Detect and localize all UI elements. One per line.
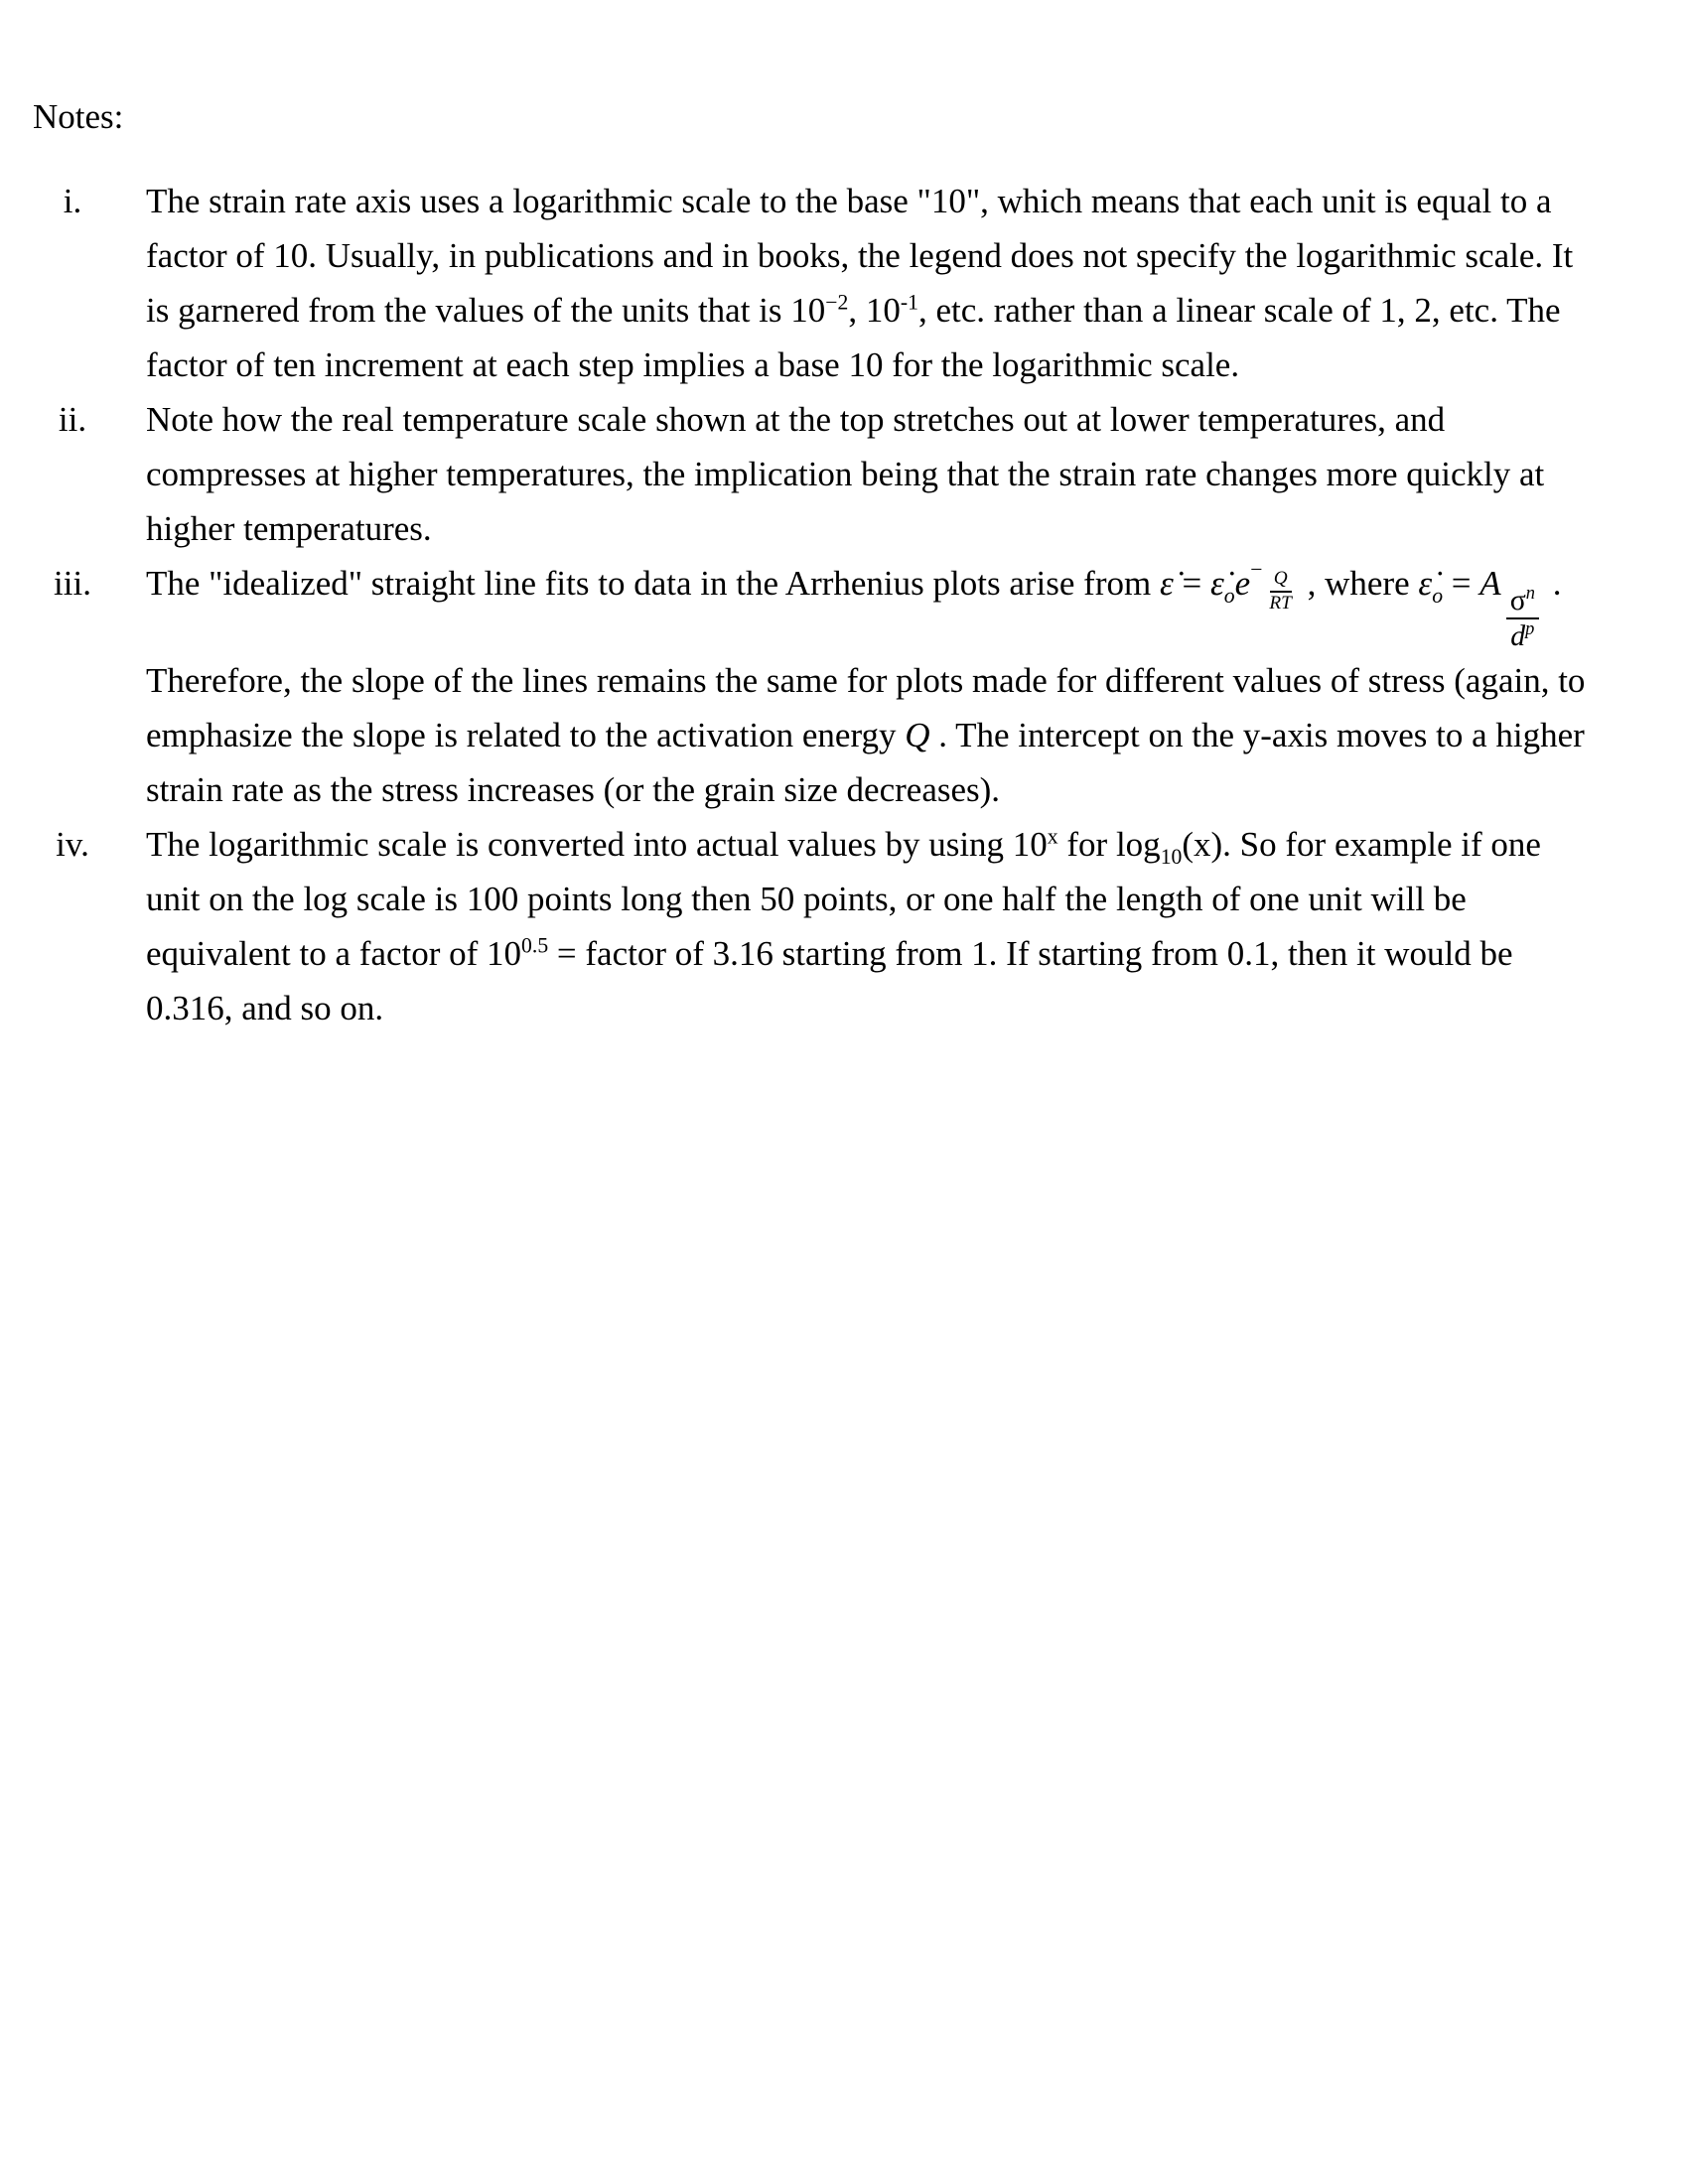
note-text — [146, 817, 1604, 1035]
note-text — [146, 556, 1604, 817]
text-run: for log — [1057, 825, 1161, 865]
text-run: σ — [1509, 583, 1526, 616]
text-run: . The intercept on the y-axis moves to a higher strain rate as the stress increases (or the grain size decreases). — [146, 716, 1585, 810]
text-run: Q — [905, 716, 930, 755]
text-run: The "idealized" straight line fits to data in the Arrhenius plots arise from — [146, 564, 1160, 603]
note-number: i. — [63, 182, 82, 220]
note-text — [146, 392, 1604, 556]
text-run: . Therefore, the slope of the lines remains the same for plots made for different values of stress (again, to emphasize the slope is related to the activation energy — [146, 564, 1586, 755]
text-run: o — [1223, 584, 1235, 608]
text-run: Q — [1273, 568, 1288, 590]
text-run: −2 — [825, 290, 849, 315]
text-run: 0.5 — [521, 933, 549, 958]
text-run: Note how the real temperature scale shown at the top stretches out at lower temperatures, and compresses at higher temperatures, the implication being that the strain rate changes more quickly at higher temperatures. — [146, 400, 1545, 548]
fraction-numerator — [1506, 584, 1539, 619]
note-item — [33, 817, 1688, 1035]
fraction-denominator — [1265, 593, 1295, 614]
text-run: , where — [1298, 564, 1419, 603]
text-run: -1 — [900, 290, 918, 315]
text-run: , etc. rather than a linear scale of 1, 2, etc. The factor of ten increment at each step implies a base 10 for the logarithmic scale. — [146, 291, 1561, 384]
note-item — [33, 392, 1688, 556]
text-run: The strain rate axis uses a logarithmic scale to the base "10", which means that each unit is equal to a factor of 10. Usually, in publications and in books, the legend does not specify the logarithmic scale. It is garnered from the values of the units that is 10 — [146, 182, 1574, 330]
text-run: d — [1510, 619, 1526, 653]
notes-heading: Notes: — [33, 97, 124, 136]
text-run: = — [1173, 564, 1210, 603]
text-run: A — [1479, 564, 1501, 603]
text-run: , 10 — [848, 291, 901, 330]
fraction — [1506, 584, 1539, 653]
note-item — [33, 556, 1688, 817]
text-run: p — [1525, 618, 1535, 639]
note-number: iii. — [54, 564, 91, 603]
text-run: − — [1250, 557, 1263, 582]
note-item — [33, 174, 1688, 392]
fraction-denominator — [1506, 619, 1538, 653]
text-run: RT — [1269, 592, 1292, 614]
text-run: ε̇ — [1210, 564, 1224, 603]
note-number: ii. — [58, 400, 87, 439]
text-run: ε̇ — [1418, 564, 1433, 603]
text-run: ε̇ — [1159, 564, 1174, 603]
text-run: o — [1432, 584, 1444, 608]
text-run: = factor of 3.16 starting from 1. If starting from 0.1, then it would be 0.316, and so on. — [146, 934, 1513, 1028]
text-run: x — [1047, 824, 1058, 849]
note-text — [146, 174, 1604, 392]
note-number: iv. — [56, 825, 89, 865]
text-run: The logarithmic scale is converted into actual values by using 10 — [146, 825, 1048, 865]
text-run: (x). So for example if one unit on the log scale is 100 points long then 50 points, or one half the length of one unit will be equivalent to a factor of 10 — [146, 825, 1541, 974]
fraction-numerator — [1270, 568, 1292, 592]
text-run: n — [1525, 582, 1535, 603]
text-run: = — [1443, 564, 1480, 603]
fraction — [1265, 568, 1295, 614]
text-run: 10 — [1160, 845, 1183, 870]
text-run: e — [1234, 564, 1251, 603]
